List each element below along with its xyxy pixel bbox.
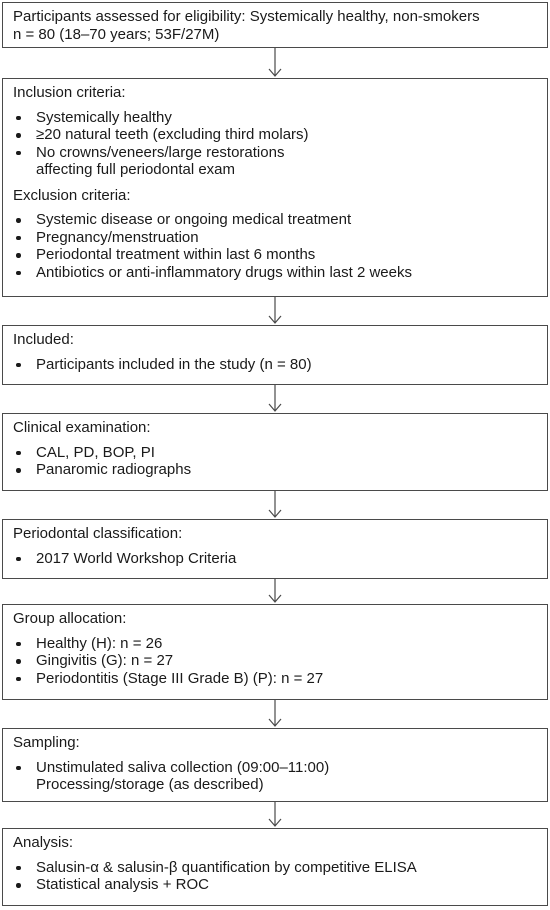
- arrow-down-icon: [265, 802, 285, 828]
- analysis-box: [2, 828, 548, 906]
- arrow-down-icon: [265, 700, 285, 728]
- clinical-box: [2, 413, 548, 491]
- included-heading: Included:: [13, 331, 74, 348]
- list-item: Unstimulated saliva collection (09:00–11:00): [13, 759, 547, 777]
- list-item: Periodontal treatment within last 6 months: [13, 246, 547, 264]
- classification-list: [13, 550, 547, 568]
- eligibility-sample: n = 80 (18–70 years; 53F/27M): [13, 25, 220, 43]
- arrow-down-icon: [265, 579, 285, 604]
- arrow-down-icon: [265, 48, 285, 78]
- arrow-down-icon: [265, 385, 285, 413]
- sampling-list: [13, 759, 547, 777]
- list-item: Statistical analysis + ROC: [13, 876, 547, 894]
- allocation-list: [13, 635, 547, 688]
- inclusion-list: [13, 109, 547, 162]
- list-item: No crowns/veneers/large restorations: [13, 144, 547, 162]
- analysis-heading: Analysis:: [13, 834, 74, 851]
- list-item: Antibiotics or anti-inflammatory drugs within last 2 weeks: [13, 264, 547, 282]
- arrow-down-icon: [265, 297, 285, 325]
- analysis-list: [13, 859, 547, 894]
- classification-box: [2, 519, 548, 579]
- sampling-heading: Sampling:: [13, 734, 80, 751]
- list-item: Salusin-α & salusin-β quantification by competitive ELISA: [13, 859, 547, 877]
- list-item: Gingivitis (G): n = 27: [13, 652, 547, 670]
- list-item: Periodontitis (Stage III Grade B) (P): n = 27: [13, 670, 547, 688]
- sampling-continuation: Processing/storage (as described): [36, 776, 264, 793]
- arrow-down-icon: [265, 491, 285, 519]
- allocation-heading: Group allocation:: [13, 610, 127, 627]
- exclusion-heading: Exclusion criteria:: [13, 186, 131, 204]
- included-box: [2, 325, 548, 385]
- list-item: Systemically healthy: [13, 109, 547, 127]
- list-item: Participants included in the study (n = 80): [13, 356, 547, 374]
- eligibility-box: [2, 2, 548, 48]
- list-item: CAL, PD, BOP, PI: [13, 444, 547, 462]
- eligibility-text: Participants assessed for eligibility: Systemically healthy, non-smokers: [13, 8, 480, 25]
- list-item: ≥20 natural teeth (excluding third molars): [13, 126, 547, 144]
- allocation-box: [2, 604, 548, 700]
- clinical-list: [13, 444, 547, 479]
- classification-heading: Periodontal classification:: [13, 525, 183, 542]
- included-list: [13, 356, 547, 374]
- criteria-box: [2, 78, 548, 297]
- list-item: 2017 World Workshop Criteria: [13, 550, 547, 568]
- list-item: Systemic disease or ongoing medical treatment: [13, 211, 547, 229]
- inclusion-continuation: affecting full periodontal exam: [36, 161, 236, 178]
- inclusion-heading: Inclusion criteria:: [13, 84, 126, 101]
- list-item: Panaromic radiographs: [13, 461, 547, 479]
- exclusion-list: [13, 211, 547, 281]
- sampling-box: [2, 728, 548, 802]
- clinical-heading: Clinical examination:: [13, 419, 151, 436]
- list-item: Pregnancy/menstruation: [13, 229, 547, 247]
- list-item: Healthy (H): n = 26: [13, 635, 547, 653]
